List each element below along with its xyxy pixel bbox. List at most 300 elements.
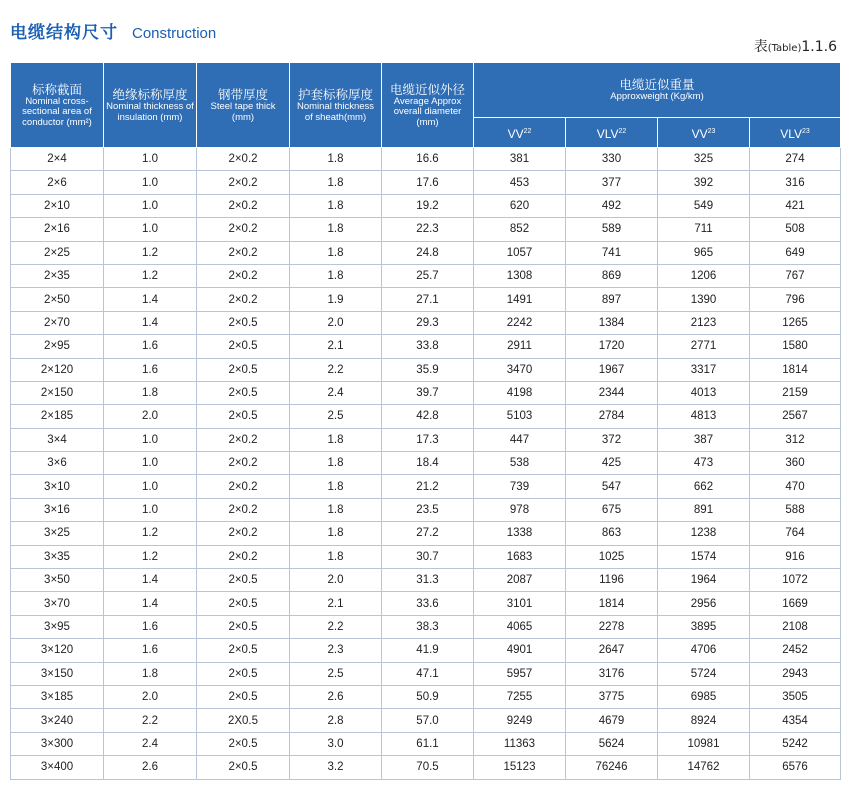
table-row [11,218,841,241]
table-row [11,662,841,685]
cell-insulation: 1.2 [104,241,197,264]
header-sub-vlv22 [566,118,658,148]
cell-vv22: 538 [474,452,566,475]
cell-vlv22: 76246 [566,756,658,779]
table-row [11,428,841,451]
table-ref-small: (Table) [767,43,802,54]
header-area-zh: 标称截面 [31,81,82,97]
header-insulation-zh: 绝缘标称厚度 [112,87,188,102]
cell-sheath: 1.8 [290,522,382,545]
cell-steel-tape: 2×0.2 [197,194,290,217]
cell-diameter: 70.5 [382,756,474,779]
sub-sup: 23 [707,127,716,135]
cell-vv23: 1206 [658,264,750,287]
cell-vlv22: 2344 [566,381,658,404]
cell-sheath: 1.8 [290,194,382,217]
header-diameter-zh: 电缆近似外径 [389,81,465,97]
cell-vlv23: 1669 [750,592,841,615]
cell-vv23: 3317 [658,358,750,381]
header-area-en: Nominal cross-sectional area of conductor (mm²) [22,95,92,128]
cell-diameter: 61.1 [382,732,474,755]
cell-vv22: 7255 [474,685,566,708]
cell-area: 3×150 [11,662,104,685]
cell-vv22: 2242 [474,311,566,334]
cell-vlv22: 372 [566,428,658,451]
cell-vv23: 2771 [658,335,750,358]
cell-vlv22: 589 [566,218,658,241]
table-row [11,405,841,428]
cell-vv23: 2123 [658,311,750,334]
cell-sheath: 1.8 [290,148,382,171]
cell-vv23: 8924 [658,709,750,732]
cell-area: 2×25 [11,241,104,264]
cell-vlv22: 1967 [566,358,658,381]
cell-diameter: 21.2 [382,475,474,498]
cell-steel-tape: 2×0.5 [197,358,290,381]
cell-vlv22: 1025 [566,545,658,568]
cell-sheath: 2.3 [290,639,382,662]
cell-insulation: 1.0 [104,171,197,194]
table-ref-number: 1.1.6 [801,39,837,55]
table-row [11,685,841,708]
cell-vv23: 549 [658,194,750,217]
header-area [11,63,104,148]
cell-vlv23: 2452 [750,639,841,662]
cell-vlv22: 863 [566,522,658,545]
table-row [11,475,841,498]
cell-vv22: 852 [474,218,566,241]
cell-vlv23: 274 [750,148,841,171]
cell-vv22: 620 [474,194,566,217]
table-row [11,311,841,334]
cell-steel-tape: 2×0.2 [197,171,290,194]
table-row [11,756,841,779]
cell-vv23: 4813 [658,405,750,428]
cell-steel-tape: 2×0.2 [197,522,290,545]
header-diameter [382,63,474,148]
cell-steel-tape: 2×0.2 [197,148,290,171]
cell-sheath: 2.5 [290,662,382,685]
cell-vv22: 1683 [474,545,566,568]
cell-steel-tape: 2×0.2 [197,498,290,521]
cell-steel-tape: 2×0.5 [197,685,290,708]
cell-diameter: 31.3 [382,569,474,592]
cell-area: 3×25 [11,522,104,545]
cell-vv22: 978 [474,498,566,521]
table-row [11,592,841,615]
cell-steel-tape: 2×0.5 [197,662,290,685]
cell-steel-tape: 2×0.2 [197,241,290,264]
cell-steel-tape: 2×0.2 [197,288,290,311]
cell-vlv23: 1265 [750,311,841,334]
cell-insulation: 1.6 [104,335,197,358]
cell-steel-tape: 2×0.2 [197,264,290,287]
cell-diameter: 18.4 [382,452,474,475]
header-sheath-zh: 护套标称厚度 [297,87,373,102]
table-row [11,452,841,475]
cell-vv22: 1308 [474,264,566,287]
table-reference [754,36,837,56]
cell-area: 3×185 [11,685,104,708]
cell-vv23: 387 [658,428,750,451]
cell-vlv23: 508 [750,218,841,241]
cell-vv22: 453 [474,171,566,194]
cell-diameter: 25.7 [382,264,474,287]
cell-diameter: 38.3 [382,615,474,638]
title-english: Construction [132,25,217,42]
sub-sup: 23 [802,127,810,135]
cell-vv23: 5724 [658,662,750,685]
cell-vlv23: 2567 [750,405,841,428]
cell-steel-tape: 2×0.2 [197,218,290,241]
cell-insulation: 2.4 [104,732,197,755]
cell-diameter: 39.7 [382,381,474,404]
construction-table [10,62,841,780]
header-steel-tape [197,63,290,148]
cell-vv23: 325 [658,148,750,171]
cell-vlv23: 649 [750,241,841,264]
cell-insulation: 2.6 [104,756,197,779]
cell-vlv22: 2784 [566,405,658,428]
cell-sheath: 2.6 [290,685,382,708]
cell-area: 3×16 [11,498,104,521]
cell-insulation: 1.0 [104,475,197,498]
cell-steel-tape: 2X0.5 [197,709,290,732]
table-row [11,709,841,732]
cell-sheath: 1.8 [290,218,382,241]
cell-vv22: 1057 [474,241,566,264]
cell-vv23: 662 [658,475,750,498]
cell-area: 2×185 [11,405,104,428]
table-row [11,615,841,638]
cell-steel-tape: 2×0.5 [197,405,290,428]
cell-vlv23: 796 [750,288,841,311]
cell-vv22: 1338 [474,522,566,545]
cell-diameter: 16.6 [382,148,474,171]
cell-sheath: 2.1 [290,592,382,615]
cell-vv23: 965 [658,241,750,264]
cell-vlv22: 1196 [566,569,658,592]
cell-steel-tape: 2×0.5 [197,381,290,404]
cell-vv23: 4706 [658,639,750,662]
cell-vlv22: 741 [566,241,658,264]
cell-steel-tape: 2×0.5 [197,569,290,592]
cell-area: 3×95 [11,615,104,638]
cell-insulation: 1.6 [104,639,197,662]
cell-sheath: 2.0 [290,311,382,334]
cell-vv23: 891 [658,498,750,521]
header-steel-tape-zh: 钢带厚度 [217,87,268,102]
cell-insulation: 1.4 [104,592,197,615]
cell-diameter: 23.5 [382,498,474,521]
header-sheath-en: Nominal thickness of sheath(mm) [296,101,375,123]
cell-area: 3×240 [11,709,104,732]
cell-sheath: 2.5 [290,405,382,428]
cell-diameter: 41.9 [382,639,474,662]
cell-vv23: 1574 [658,545,750,568]
cell-sheath: 2.2 [290,358,382,381]
cell-vlv22: 377 [566,171,658,194]
cell-vlv23: 316 [750,171,841,194]
cell-vv23: 3895 [658,615,750,638]
cell-vv23: 6985 [658,685,750,708]
title-chinese: 电缆结构尺寸 [10,23,118,43]
header-weight [474,63,841,118]
table-row [11,381,841,404]
cell-steel-tape: 2×0.5 [197,639,290,662]
cell-vlv23: 6576 [750,756,841,779]
cell-vlv23: 421 [750,194,841,217]
cell-sheath: 1.8 [290,475,382,498]
cell-vv23: 1964 [658,569,750,592]
cell-vlv22: 492 [566,194,658,217]
cell-diameter: 27.2 [382,522,474,545]
cell-area: 3×50 [11,569,104,592]
cell-area: 3×35 [11,545,104,568]
cell-vlv22: 425 [566,452,658,475]
table-ref-prefix: 表 [753,39,768,55]
cell-insulation: 1.0 [104,194,197,217]
cell-area: 2×16 [11,218,104,241]
cell-vlv22: 4679 [566,709,658,732]
cell-insulation: 1.2 [104,522,197,545]
cell-vlv23: 764 [750,522,841,545]
cell-vlv23: 588 [750,498,841,521]
cell-vv22: 4065 [474,615,566,638]
cell-vv23: 392 [658,171,750,194]
cell-diameter: 35.9 [382,358,474,381]
cell-sheath: 3.2 [290,756,382,779]
sub-sup: 22 [523,127,532,135]
table-row [11,241,841,264]
cell-vlv22: 330 [566,148,658,171]
header-insulation [104,63,197,148]
cell-area: 3×120 [11,639,104,662]
cell-vv22: 2911 [474,335,566,358]
cell-insulation: 1.6 [104,358,197,381]
cell-vlv22: 1720 [566,335,658,358]
cell-insulation: 1.8 [104,381,197,404]
cell-vlv23: 470 [750,475,841,498]
header-weight-en: Approxweight (Kg/km) [610,91,704,103]
cell-vv22: 2087 [474,569,566,592]
cell-vv22: 3101 [474,592,566,615]
cell-vv22: 11363 [474,732,566,755]
cell-vlv22: 547 [566,475,658,498]
cell-insulation: 2.0 [104,405,197,428]
cell-diameter: 42.8 [382,405,474,428]
cell-diameter: 30.7 [382,545,474,568]
sub-base: VV [507,126,524,141]
cell-vlv22: 2278 [566,615,658,638]
header-weight-zh: 电缆近似重量 [619,77,695,93]
cell-vv23: 1390 [658,288,750,311]
cell-insulation: 1.0 [104,428,197,451]
sub-base: VLV [780,126,802,141]
cell-diameter: 33.6 [382,592,474,615]
cell-diameter: 33.8 [382,335,474,358]
cell-diameter: 22.3 [382,218,474,241]
cell-insulation: 1.4 [104,288,197,311]
cell-steel-tape: 2×0.5 [197,311,290,334]
header-sheath [290,63,382,148]
sub-base: VV [691,126,708,141]
cell-area: 2×6 [11,171,104,194]
header-steel-tape-en: Steel tape thick (mm) [210,101,276,123]
cell-sheath: 1.8 [290,452,382,475]
cell-sheath: 1.8 [290,428,382,451]
table-row [11,522,841,545]
table-row [11,288,841,311]
table-body [11,148,841,780]
table-row [11,569,841,592]
cell-area: 3×10 [11,475,104,498]
cell-vv22: 447 [474,428,566,451]
cell-sheath: 1.8 [290,264,382,287]
cell-vv22: 9249 [474,709,566,732]
cell-steel-tape: 2×0.5 [197,592,290,615]
cell-sheath: 2.0 [290,569,382,592]
cell-area: 2×4 [11,148,104,171]
cell-area: 2×35 [11,264,104,287]
cell-insulation: 1.8 [104,662,197,685]
cell-sheath: 2.2 [290,615,382,638]
cell-vv23: 10981 [658,732,750,755]
cell-vlv22: 3176 [566,662,658,685]
header-sub-vlv23 [750,118,841,148]
cell-area: 3×400 [11,756,104,779]
cell-vlv23: 767 [750,264,841,287]
cell-vv23: 711 [658,218,750,241]
cell-insulation: 1.0 [104,148,197,171]
cell-diameter: 27.1 [382,288,474,311]
table-row [11,194,841,217]
cell-vv23: 1238 [658,522,750,545]
header-insulation-en: Nominal thickness of insulation (mm) [106,101,194,123]
cell-vlv22: 3775 [566,685,658,708]
cell-vv22: 3470 [474,358,566,381]
cell-vlv23: 312 [750,428,841,451]
cell-insulation: 1.2 [104,545,197,568]
cell-insulation: 1.4 [104,311,197,334]
header-sub-vv22 [474,118,566,148]
cell-vv22: 4198 [474,381,566,404]
cell-vv22: 739 [474,475,566,498]
cell-steel-tape: 2×0.2 [197,452,290,475]
cell-steel-tape: 2×0.2 [197,428,290,451]
page-title [10,18,216,42]
cell-diameter: 17.3 [382,428,474,451]
cell-sheath: 1.8 [290,241,382,264]
cell-steel-tape: 2×0.5 [197,756,290,779]
cell-insulation: 2.2 [104,709,197,732]
cell-vlv22: 869 [566,264,658,287]
cell-area: 2×120 [11,358,104,381]
cell-vv23: 473 [658,452,750,475]
cell-vlv23: 360 [750,452,841,475]
sub-base: VLV [596,126,619,141]
cell-vlv23: 916 [750,545,841,568]
cell-area: 3×300 [11,732,104,755]
cell-vlv23: 1580 [750,335,841,358]
cell-sheath: 2.8 [290,709,382,732]
cell-diameter: 24.8 [382,241,474,264]
cell-vlv22: 5624 [566,732,658,755]
cell-sheath: 1.8 [290,545,382,568]
table-row [11,732,841,755]
table-row [11,335,841,358]
cell-vlv22: 2647 [566,639,658,662]
cell-area: 2×95 [11,335,104,358]
cell-area: 2×70 [11,311,104,334]
cell-sheath: 1.8 [290,171,382,194]
table-row [11,545,841,568]
cell-area: 2×150 [11,381,104,404]
cell-vv22: 381 [474,148,566,171]
cell-vlv23: 5242 [750,732,841,755]
cell-area: 2×10 [11,194,104,217]
cell-insulation: 1.0 [104,452,197,475]
cell-insulation: 1.0 [104,498,197,521]
cell-steel-tape: 2×0.2 [197,545,290,568]
cell-vlv23: 3505 [750,685,841,708]
cell-vlv23: 1072 [750,569,841,592]
cell-area: 2×50 [11,288,104,311]
cell-vv22: 5957 [474,662,566,685]
cell-insulation: 1.4 [104,569,197,592]
cell-sheath: 2.1 [290,335,382,358]
table-row [11,498,841,521]
cell-diameter: 29.3 [382,311,474,334]
table-row [11,639,841,662]
cell-sheath: 1.9 [290,288,382,311]
cell-sheath: 2.4 [290,381,382,404]
cell-steel-tape: 2×0.5 [197,615,290,638]
cell-steel-tape: 2×0.5 [197,335,290,358]
table-row [11,171,841,194]
cell-vlv23: 4354 [750,709,841,732]
cell-vlv22: 675 [566,498,658,521]
header-diameter-en: Average Approx overall diameter (mm) [393,95,462,128]
cell-insulation: 1.0 [104,218,197,241]
header-sub-vv23 [658,118,750,148]
cell-sheath: 1.8 [290,498,382,521]
cell-vlv22: 1384 [566,311,658,334]
cell-vlv23: 1814 [750,358,841,381]
cell-diameter: 57.0 [382,709,474,732]
cell-vlv23: 2159 [750,381,841,404]
table-row [11,358,841,381]
cell-area: 3×70 [11,592,104,615]
cell-vlv23: 2108 [750,615,841,638]
cell-diameter: 47.1 [382,662,474,685]
cell-insulation: 1.6 [104,615,197,638]
cell-steel-tape: 2×0.2 [197,475,290,498]
table-row [11,264,841,287]
cell-vv23: 4013 [658,381,750,404]
cell-diameter: 50.9 [382,685,474,708]
cell-vv22: 15123 [474,756,566,779]
cell-sheath: 3.0 [290,732,382,755]
cell-vv22: 1491 [474,288,566,311]
cell-insulation: 2.0 [104,685,197,708]
cell-steel-tape: 2×0.5 [197,732,290,755]
cell-area: 3×6 [11,452,104,475]
cell-vv23: 14762 [658,756,750,779]
cell-vlv22: 897 [566,288,658,311]
cell-diameter: 19.2 [382,194,474,217]
table-row [11,148,841,171]
